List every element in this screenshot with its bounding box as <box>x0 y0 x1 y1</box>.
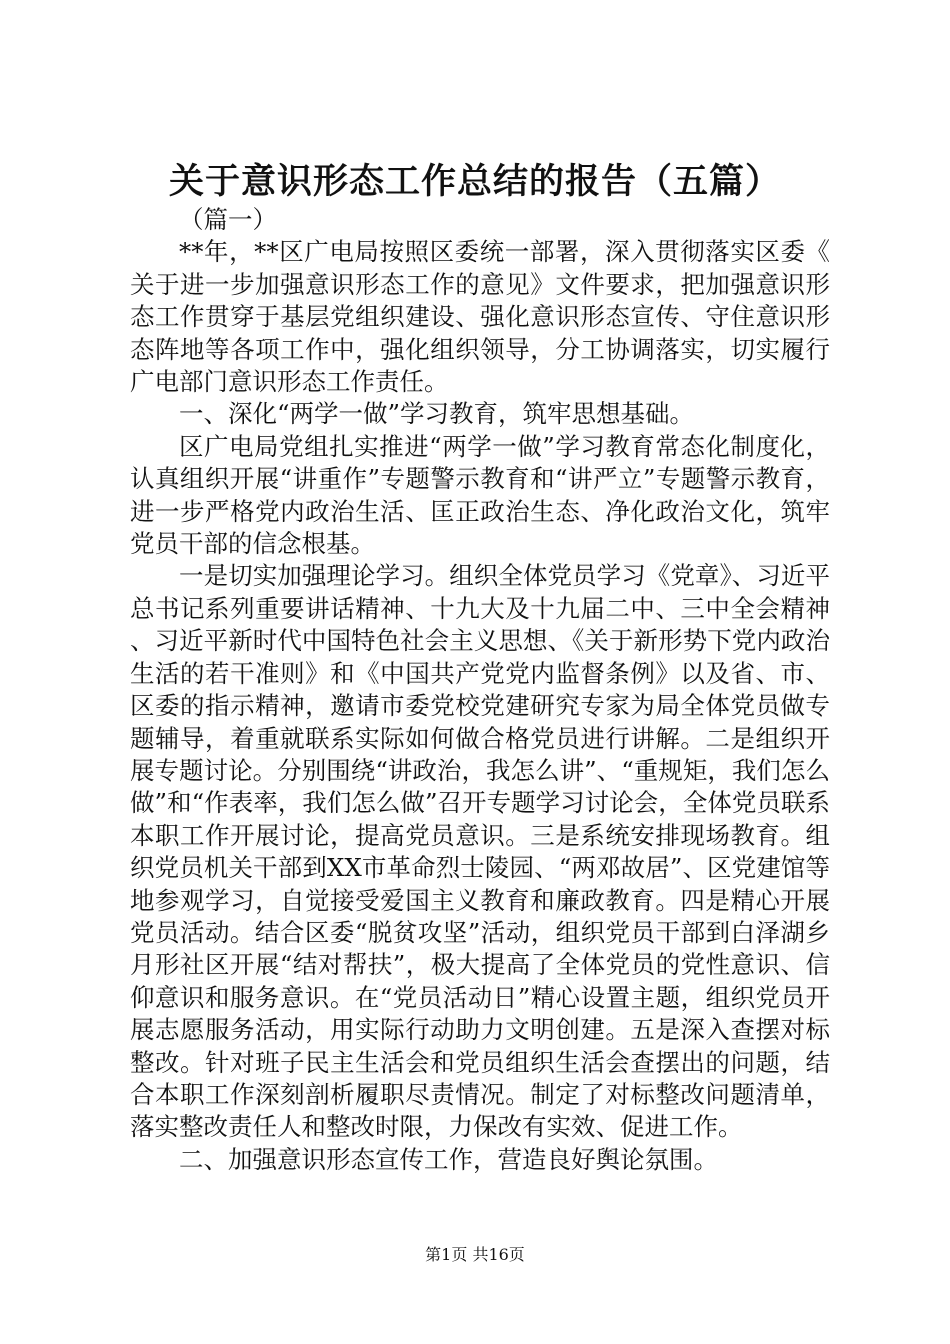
body-paragraph: 一是切实加强理论学习。组织全体党员学习《党章》、习近平总书记系列重要讲话精神、十九大及十九届二中、三中全会精神、习近平新时代中国特色社会主义思想、《关于新形势下党内政治生活的若干准则》和《中国共产党党内监督条例》以及省、市、区委的指示精神，邀请市委党校党建研究专家为局全体党员做专题辅导，着重就联系实际如何做合格党员进行讲解。二是组织开展专题讨论。分别围绕“讲政治，我怎么讲”、“重规矩，我们怎么做”和“作表率，我们怎么做”召开专题学习讨论会，全体党员联系本职工作开展讨论，提高党员意识。三是系统安排现场教育。组织党员机关干部到XX市革命烈士陵园、“两邓故居”、区党建馆等地参观学习，自觉接受爱国主义教育和廉政教育。四是精心开展党员活动。结合区委“脱贫攻坚”活动，组织党员干部到白泽湖乡月形社区开展“结对帮扶”，极大提高了全体党员的党性意识、信仰意识和服务意识。在“党员活动日”精心设置主题，组织党员开展志愿服务活动，用实际行动助力文明创建。五是深入查摆对标整改。针对班子民主生活会和党员组织生活会查摆出的问题，结合本职工作深刻剖析履职尽责情况。制定了对标整改问题清单，落实整改责任人和整改时限，力保改有实效、促进工作。 <box>130 561 830 1142</box>
document-title: 关于意识形态工作总结的报告（五篇） <box>168 161 781 202</box>
body-paragraph: 区广电局党组扎实推进“两学一做”学习教育常态化制度化，认真组织开展“讲重作”专题警示教育和“讲严立”专题警示教育，进一步严格党内政治生活、匡正政治生态、净化政治文化，筑牢党员干部的信念根基。 <box>130 431 830 559</box>
section-heading-2: 二、加强意识形态宣传工作，营造良好舆论氛围。 <box>179 1144 718 1174</box>
section-label: （篇一） <box>179 205 277 234</box>
page-number-footer: 第1页 共16页 <box>425 1245 525 1264</box>
section-heading-1: 一、深化“两学一做”学习教育，筑牢思想基础。 <box>179 399 695 429</box>
document-body <box>130 204 830 1176</box>
intro-paragraph: **年，**区广电局按照区委统一部署，深入贯彻落实区委《关于进一步加强意识形态工作的意见》文件要求，把加强意识形态工作贯穿于基层党组织建设、强化意识形态宣传、守住意识形态阵地等各项工作中，强化组织领导，分工协调落实，切实履行广电部门意识形态工作责任。 <box>130 237 830 397</box>
